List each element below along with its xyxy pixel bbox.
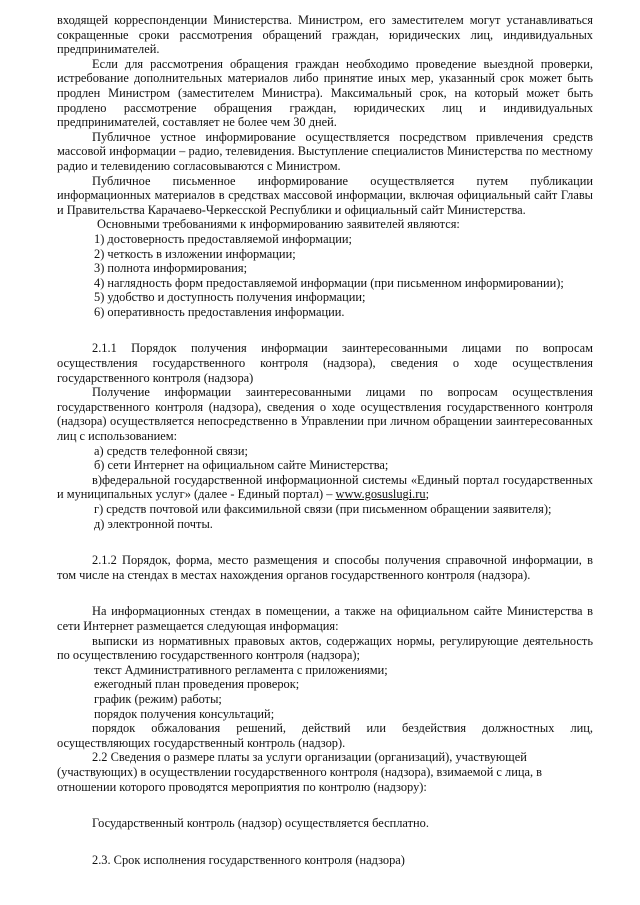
paragraph-requirements-intro: Основными требованиями к информированию заявителей являются: bbox=[97, 217, 460, 232]
paragraph-oral-informing: Публичное устное информирование осуществляется посредством привлечения средств массовой информации – радио, телевидения. Выступление специалистов Министерства по местному радио и телевидению согласовываются с Министром. bbox=[57, 129, 593, 173]
section-2-3-heading: 2.3. Срок исполнения государственного контроля (надзора) bbox=[92, 852, 405, 867]
section-2-2-body: Государственный контроль (надзор) осуществляется бесплатно. bbox=[92, 816, 429, 831]
section-2-1-1-body: Получение информации заинтересованными лицами по вопросам осуществления государственного контроля (надзора), сведения о ходе осуществления государственного контроля (надзора) осуществляется непосредственно в Управлении при личном обращении заинтересованных лиц с использованием: bbox=[57, 385, 593, 444]
paragraph-extension: Если для рассмотрения обращения граждан необходимо проведение выездной проверки, истребование дополнительных материалов либо принятие иных мер, указанный срок может быть продлен Министром (заместителем Министра). Максимальный срок, на который может быть продлено рассмотрение обращения граждан, юридических лиц и индивидуальных предпринимателей, составляет не более чем 30 дней. bbox=[57, 56, 593, 130]
channel-item-website: б) сети Интернет на официальном сайте Министерства; bbox=[94, 458, 389, 473]
stand-item: выписки из нормативных правовых актов, содержащих нормы, регулирующие деятельность по осуществлению государственного контроля (надзора); bbox=[57, 633, 593, 663]
gosuslugi-link[interactable]: www.gosuslugi.ru bbox=[335, 487, 426, 502]
stand-item: график (режим) работы; bbox=[94, 691, 222, 706]
requirement-item: 2) четкость в изложении информации; bbox=[94, 246, 296, 261]
requirement-item: 1) достоверность предоставляемой информации; bbox=[94, 231, 352, 246]
requirement-item: 6) оперативность предоставления информации. bbox=[94, 304, 345, 319]
channel-item-phone: а) средств телефонной связи; bbox=[94, 443, 248, 458]
stand-item: текст Административного регламента с приложениями; bbox=[94, 662, 388, 677]
requirement-item: 3) полнота информирования; bbox=[94, 261, 248, 276]
paragraph-review-terms: входящей корреспонденции Министерства. Министром, его заместителем могут устанавливаться сокращенные сроки рассмотрения обращений граждан, юридических лиц, индивидуальных предпринимателей. bbox=[57, 13, 593, 57]
requirement-item: 5) удобство и доступность получения информации; bbox=[94, 290, 366, 305]
stand-item: порядок получения консультаций; bbox=[94, 706, 275, 721]
section-2-2-heading: 2.2 Сведения о размере платы за услуги организации (организаций), участвующей (участвующих) в осуществлении государственного контроля (надзора), взимаемой с лица, в отношении которого проводятся мероприятия по контролю (надзору): bbox=[57, 750, 543, 794]
requirement-item: 4) наглядность форм предоставляемой информации (при письменном информировании); bbox=[94, 275, 564, 290]
channel-item-mail: г) средств почтовой или факсимильной связи (при письменном обращении заявителя); bbox=[94, 502, 552, 516]
section-2-1-2-heading: 2.1.2 Порядок, форма, место размещения и способы получения справочной информации, в том числе на стендах в местах нахождения органов государственного контроля (надзора). bbox=[57, 553, 593, 582]
section-2-1-1-heading: 2.1.1 Порядок получения информации заинтересованными лицами по вопросам осуществления государственного контроля (надзора), сведения о ходе осуществления государственного контроля (надзора) bbox=[57, 341, 593, 385]
portal-text-end: ; bbox=[425, 487, 430, 502]
stand-item: ежегодный план проведения проверок; bbox=[94, 677, 300, 692]
portal-text: в)федеральной государственной информационной системы «Единый портал государственных и муниципальных услуг» (далее - Единый портал) – bbox=[57, 472, 593, 502]
channel-item-email: д) электронной почты. bbox=[94, 516, 213, 531]
channel-item-portal bbox=[57, 473, 593, 502]
section-2-1-2-intro: На информационных стендах в помещении, а также на официальном сайте Министерства в сети Интернет размещается следующая информация: bbox=[57, 604, 593, 633]
document-page bbox=[57, 13, 593, 867]
paragraph-written-informing: Публичное письменное информирование осуществляется путем публикации информационных материалов в средствах массовой информации, включая официальный сайт Главы и Правительства Карачаево-Черкесской Республики и официальный сайт Министерства. bbox=[57, 173, 593, 217]
stand-item: порядок обжалования решений, действий или бездействия должностных лиц, осуществляющих государственный контроль (надзор). bbox=[57, 721, 593, 750]
